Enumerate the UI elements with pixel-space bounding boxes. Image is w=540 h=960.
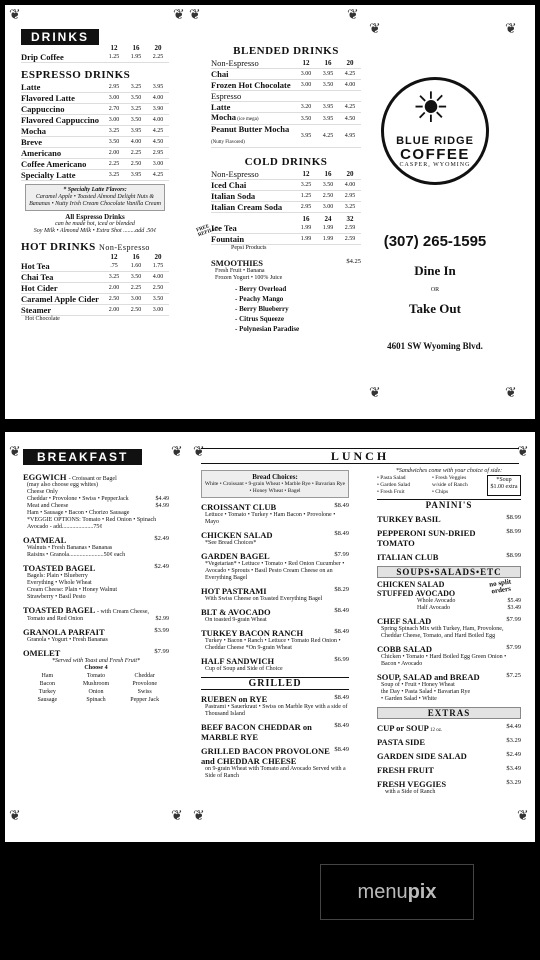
menu-item: PASTA SIDE $3.29 bbox=[377, 737, 521, 747]
menu-item: Flavored Cappuccino 3.00 3.50 4.00 bbox=[21, 115, 169, 126]
menu-item: GARDEN BAGEL $7.99 bbox=[201, 551, 349, 561]
menu-item: Flavored Latte 3.00 3.50 4.00 bbox=[21, 93, 169, 104]
menu-item: Specialty Latte 3.25 3.95 4.25 bbox=[21, 170, 169, 181]
menu-item: Hot Tea .75 1.60 1.75 bbox=[21, 261, 169, 272]
take-out: Take Out bbox=[409, 301, 461, 316]
menu-drinks-panel: ❦ ❦ ❦ ❦ ❦ ❦ ❦ ❦ DRINKS 12 16 20 Drip Coffee 1.25 1.95 2.25 ESPRESSO DRINKS Latte 2.95 3.25 3.95 Flavored Latte 3.00 3.50 4.00 Cappuccino 2.70 3.25 3.90 Flavored Cappuccino 3.00 3.50 4.00 Mocha 3.25 3.95 4.25 Breve 3.50 4.00 4.50 Americano 2.00 2.25 2.95 Coffee Americano 2.25 2.50 3.00 Specialty Latte 3.25 3.95 4.25 * Specialty Latte Flavors: Caramel Apple • Toasted Almond Delight Nuts & Bananas • Nutty Irish Cream Chocolate Vanilla Cream All Espresso Drinks can be made hot, iced or blended Soy Milk • Almond Milk • Extra Shot ........add .50¢ HOT DRINKS Non-Espresso 12 16 20 Hot Tea .75 1.60 1.75 Chai Tea 3.25 3.50 4.00 Hot Cider 2.00 2.25 2.50 Caramel Apple Cider 2.50 3.00 3.50 Steamer 2.00 2.50 3.00 Hot Chocolate BLENDED DRINKS Non-Espresso 12 16 20 Chai 3.00 3.95 4.25 Frozen Hot Chocolate 3.00 3.50 4.00 Espresso Latte 3.20 3.95 4.25 Mocha (ice mega) 3.50 3.95 4.50 Peanut Butter Mocha (Nutty Flavored) 3.95 4.25 4.95 COLD DRINKS Non-Espresso 12 16 20 Iced Chai 3.25 3.50 4.00 Italian Soda 1.25 2.50 2.95 Italian Cream Soda 2.95 3.00 3.25 16 24 32 FREE REFILLS Ice Tea 1.99 1.99 2.59 Fountain 1.99 1.99 2.59 Pepsi Products SMOOTHIES $4.25 Fresh Fruit • Banana Frozen Yogurt • 100% Juice - Berry Overload - Peachy Mango - Berry Blueberry - Citrus Squeeze - Polynesian Paradise ☀ BLUE RIDGE COFFEE CASPER, WYOMING (307) 265-1595 Dine In OR Take Out 4601 SW Wyoming Blvd. bbox=[5, 5, 535, 419]
menu-item: BLT & AVOCADO $8.49 bbox=[201, 607, 349, 617]
list-item: Pepper Jack bbox=[130, 697, 160, 703]
menu-item: CHICKEN SALAD $8.49 bbox=[201, 530, 349, 540]
phone-number: (307) 265-1595 bbox=[383, 233, 487, 250]
menu-item: Ice Tea 1.99 1.99 2.59 bbox=[211, 223, 361, 234]
corner-ornament-icon: ❦ bbox=[189, 8, 201, 23]
list-item: Provolone bbox=[132, 681, 157, 687]
menu-item: Fountain 1.99 1.99 2.59 bbox=[211, 234, 361, 245]
menu-item: Chai Tea 3.25 3.50 4.00 bbox=[21, 272, 169, 283]
corner-ornament-icon: ❦ bbox=[9, 8, 21, 23]
menupix-watermark: menu pix bbox=[320, 864, 474, 920]
menu-item: Italian Soda 1.25 2.50 2.95 bbox=[211, 191, 361, 202]
menu-item: GARDEN SIDE SALAD $2.49 bbox=[377, 751, 521, 761]
menu-item: Drip Coffee 1.25 1.95 2.25 bbox=[21, 52, 169, 63]
list-item: Spinach bbox=[86, 697, 106, 703]
corner-ornament-icon: ❦ bbox=[505, 386, 517, 401]
sun-mountain-icon: ☀ bbox=[412, 86, 450, 132]
list-item: Bacon bbox=[39, 681, 55, 687]
address: 4601 SW Wyoming Blvd. bbox=[387, 341, 483, 351]
menu-item: CUP or SOUP 12 oz. $4.49 bbox=[377, 723, 521, 733]
menu-item: Caramel Apple Cider 2.50 3.00 3.50 bbox=[21, 294, 169, 305]
list-item: Tomato bbox=[86, 673, 106, 679]
menu-item: Frozen Hot Chocolate 3.00 3.50 4.00 bbox=[211, 80, 361, 91]
corner-ornament-icon: ❦ bbox=[505, 22, 517, 37]
list-item: Onion bbox=[88, 689, 104, 695]
drinks-title: DRINKS bbox=[21, 29, 99, 45]
specialty-flavors: * Specialty Latte Flavors: Caramel Apple • Toasted Almond Delight Nuts & Bananas • Nutty Irish Cream Chocolate Vanilla Cream bbox=[25, 184, 165, 211]
breakfast-column: BREAKFAST EGGWICH - Croissant or Bagel (may also choose egg whites) Cheese Only Cheddar • Provolone • Swiss • PepperJack $4.49 Meat and Cheese $4.99 Ham • Sausage • Bacon • Chorizo Sausage *VEGGIE OPTIONS: Tomato • Red Onion • Spinach Avocado - add.....................75¢ OATMEAL $2.49 Walnuts • Fresh Bananas • Bananas Raisins • Granola.......................50¢ each TOASTED BAGEL $2.49 Bagels: Plain • Blueberry Everything • Whole Wheat Cream Cheese: Plain • Honey Walnut Strawberry • Basil Pesto TOASTED BAGEL - with Cream Cheese, Tomato and Red Onion $2.99 GRANOLA PARFAIT $3.99 Granola • Yogurt • Fresh Bananas OMELET $7.99 *Served with Toast and Fresh Fruit* Choose 4 Ham Tomato Cheddar Bacon Mushroom Provolone Turkey Onion Swiss Sausage Spinach Pepper Jack bbox=[23, 450, 169, 703]
lunch-right-column: *Sandwiches come with your choice of side: • Pasta Salad • Fresh Veggies • Garden Salad w/side of Ranch • Fresh Fruit • Chips *Soup $1.00 extra PANINI'S TURKEY BASIL $8.99 PEPPERONI SUN-DRIED TOMATO $8.99 ITALIAN CLUB $8.99 SOUPS•SALADS•ETC CHICKEN SALAD STUFFED AVOCADO no split orders Whole Avocado $5.49 Half Avocado $3.49 CHEF SALAD $7.99 Spring Spinach Mix with Turkey, Ham, Provolone, Cheddar Cheese, Tomato, and Hard Boiled Egg COBB SALAD $7.99 Chicken • Tomato • Hard Boiled Egg Green Onion • Bacon • Avocado SOUP, SALAD and BREAD $7.25 Soup of • Fruit • Honey Wheat the Day • Pasta Salad • Bavarian Rye • Garden Salad • White EXTRAS CUP or SOUP 12 oz. $4.49 PASTA SIDE $3.29 GARDEN SIDE SALAD $2.49 FRESH FRUIT $3.49 FRESH VEGGIES $3.29 with a Side of Ranch bbox=[377, 468, 521, 795]
list-item: - Berry Blueberry bbox=[235, 305, 289, 313]
list-item: - Peachy Mango bbox=[235, 295, 284, 303]
menu-item: TURKEY BACON RANCH $8.49 bbox=[201, 628, 349, 638]
menu-item: ITALIAN CLUB $8.99 bbox=[377, 552, 521, 562]
menu-item: PEPPERONI SUN-DRIED TOMATO $8.99 bbox=[377, 528, 521, 548]
menu-item: Chai 3.00 3.95 4.25 bbox=[211, 69, 361, 80]
list-item: Cheddar bbox=[134, 673, 155, 679]
menu-item: BEEF BACON CHEDDAR on MARBLE RYE $8.49 bbox=[201, 722, 349, 742]
menu-item: Mocha 3.25 3.95 4.25 bbox=[21, 126, 169, 137]
list-item: Swiss bbox=[137, 689, 152, 695]
menu-item: FRESH VEGGIES $3.29 bbox=[377, 779, 521, 789]
menu-food-panel: ❦ ❦ ❦ ❦ ❦ ❦ ❦ ❦ BREAKFAST EGGWICH - Croissant or Bagel (may also choose egg whites) Cheese Only Cheddar • Provolone • Swiss • PepperJack $4.49 Meat and Cheese $4.99 Ham • Sausage • Bacon • Chorizo Sausage *VEGGIE OPTIONS: Tomato • Red Onion • Spinach Avocado - add.....................75¢ OATMEAL $2.49 Walnuts • Fresh Bananas • Bananas Raisins • Granola.......................50¢ each TOASTED BAGEL $2.49 Bagels: Plain • Blueberry Everything • Whole Wheat Cream Cheese: Plain • Honey Walnut Strawberry • Basil Pesto TOASTED BAGEL - with Cream Cheese, Tomato and Red Onion $2.99 GRANOLA PARFAIT $3.99 Granola • Yogurt • Fresh Bananas OMELET $7.99 *Served with Toast and Fresh Fruit* Choose 4 Ham Tomato Cheddar Bacon Mushroom Provolone Turkey Onion Swiss Sausage Spinach Pepper Jack LUNCH Bread Choices: White • Croissant • 9-grain Wheat • Marble Rye • Bavarian Rye • Honey Wheat • Bagel CROISSANT CLUB $8.49 Lettuce • Tomato • Turkey • Ham Bacon • Provolone • Mayo CHICKEN SALAD $8.49 *See Bread Choices* GARDEN BAGEL $7.99 *Vegetarian* • Lettuce • Tomato • Red Onion Cucumber • Avocado • Sprouts • Basil Pesto Cream Cheese on an Everything Bagel HOT PASTRAMI $8.29 With Swiss Cheese on Toasted Everything Bagel BLT & AVOCADO $8.49 On toasted 9-grain Wheat TURKEY BACON RANCH $8.49 Turkey • Bacon • Ranch • Lettuce • Tomato Red Onion • Cheddar Cheese *On 9-grain Wheat HALF SANDWICH $6.99 Cup of Soup and Side of Choice GRILLED RUEBEN on RYE $8.49 Pastrami • Sauerkraut • Swiss on Marble Rye with a side of Thousand Island BEEF BACON CHEDDAR on MARBLE RYE $8.49 GRILLED BACON PROVOLONE and CHEDDAR CHEESE $8.49 on 9-grain Wheat with Tomato and Avocado Served with a Side of Ranch *Sandwiches come with your choice of side: • Pasta Salad • Fresh Veggies • Garden Salad w/side of Ranch • Fresh Fruit • Chips *Soup $1.00 extra PANINI'S TURKEY BASIL $8.99 PEPPERONI SUN-DRIED TOMATO $8.99 ITALIAN CLUB $8.99 SOUPS•SALADS•ETC CHICKEN SALAD STUFFED AVOCADO no split orders Whole Avocado $5.49 Half Avocado $3.49 CHEF SALAD $7.99 Spring Spinach Mix with Turkey, Ham, Provolone, Cheddar Cheese, Tomato, and Hard Boiled Egg COBB SALAD $7.99 Chicken • Tomato • Hard Boiled Egg Green Onion • Bacon • Avocado SOUP, SALAD and BREAD $7.25 Soup of • Fruit • Honey Wheat the Day • Pasta Salad • Bavarian Rye • Garden Salad • White EXTRAS CUP or SOUP 12 oz. $4.49 PASTA SIDE $3.29 GARDEN SIDE SALAD $2.49 FRESH FRUIT $3.49 FRESH VEGGIES $3.29 with a Side of Ranch bbox=[5, 432, 535, 842]
dine-in: Dine In bbox=[414, 263, 456, 278]
grilled-title: GRILLED bbox=[201, 677, 349, 690]
list-item: - Citrus Squeeze bbox=[235, 315, 284, 323]
corner-ornament-icon: ❦ bbox=[369, 386, 381, 401]
corner-ornament-icon: ❦ bbox=[173, 8, 185, 23]
menu-item: GRILLED BACON PROVOLONE and CHEDDAR CHEESE $8.49 bbox=[201, 746, 349, 766]
list-item: Mushroom bbox=[82, 681, 110, 687]
menu-item: Steamer 2.00 2.50 3.00 bbox=[21, 305, 169, 316]
list-item: - Berry Overload bbox=[235, 285, 287, 293]
menu-item: Italian Cream Soda 2.95 3.00 3.25 bbox=[211, 202, 361, 213]
menu-item: Americano 2.00 2.25 2.95 bbox=[21, 148, 169, 159]
breakfast-title: BREAKFAST bbox=[23, 449, 142, 465]
list-item: - Polynesian Paradise bbox=[235, 325, 300, 333]
menu-item: Hot Cider 2.00 2.25 2.50 bbox=[21, 283, 169, 294]
section-title: HOT DRINKS Non-Espresso bbox=[21, 241, 150, 253]
menu-item: RUEBEN on RYE $8.49 bbox=[201, 694, 349, 704]
menu-item: Breve 3.50 4.00 4.50 bbox=[21, 137, 169, 148]
list-item: Turkey bbox=[38, 689, 56, 695]
size-header: 12 16 20 bbox=[110, 44, 162, 52]
menu-item: Latte 2.95 3.25 3.95 bbox=[21, 82, 169, 93]
corner-ornament-icon: ❦ bbox=[347, 8, 359, 23]
menu-item: TURKEY BASIL $8.99 bbox=[377, 514, 521, 524]
menu-item: Cappuccino 2.70 3.25 3.90 bbox=[21, 104, 169, 115]
menu-item: Peanut Butter Mocha (Nutty Flavored) 3.95 4.25 4.95 bbox=[211, 125, 361, 148]
menu-item: Iced Chai 3.25 3.50 4.00 bbox=[211, 180, 361, 191]
list-item: Sausage bbox=[37, 697, 58, 703]
drinks-column: DRINKS 12 16 20 Drip Coffee 1.25 1.95 2.25 ESPRESSO DRINKS Latte 2.95 3.25 3.95 Flavored Latte 3.00 3.50 4.00 Cappuccino 2.70 3.25 3.90 Flavored Cappuccino 3.00 3.50 4.00 Mocha 3.25 3.95 4.25 Breve 3.50 4.00 4.50 Americano 2.00 2.25 2.95 Coffee Americano 2.25 2.50 3.00 Specialty Latte 3.25 3.95 4.25 * Specialty Latte Flavors: Caramel Apple • Toasted Almond Delight Nuts & Bananas • Nutty Irish Cream Chocolate Vanilla Cream All Espresso Drinks can be made hot, iced or blended Soy Milk • Almond Milk • Extra Shot ........add .50¢ HOT DRINKS Non-Espresso 12 16 20 Hot Tea .75 1.60 1.75 Chai Tea 3.25 3.50 4.00 Hot Cider 2.00 2.25 2.50 Caramel Apple Cider 2.50 3.00 3.50 Steamer 2.00 2.50 3.00 Hot Chocolate bbox=[21, 29, 169, 419]
menu-item: Latte 3.20 3.95 4.25 bbox=[211, 102, 361, 113]
lunch-sandwich-column: Bread Choices: White • Croissant • 9-grain Wheat • Marble Rye • Bavarian Rye • Honey Wheat • Bagel CROISSANT CLUB $8.49 Lettuce • Tomato • Turkey • Ham Bacon • Provolone • Mayo CHICKEN SALAD $8.49 *See Bread Choices* GARDEN BAGEL $7.99 *Vegetarian* • Lettuce • Tomato • Red Onion Cucumber • Avocado • Sprouts • Basil Pesto Cream Cheese on an Everything Bagel HOT PASTRAMI $8.29 With Swiss Cheese on Toasted Everything Bagel BLT & AVOCADO $8.49 On toasted 9-grain Wheat TURKEY BACON RANCH $8.49 Turkey • Bacon • Ranch • Lettuce • Tomato Red Onion • Cheddar Cheese *On 9-grain Wheat HALF SANDWICH $6.99 Cup of Soup and Side of Choice GRILLED RUEBEN on RYE $8.49 Pastrami • Sauerkraut • Swiss on Marble Rye with a side of Thousand Island BEEF BACON CHEDDAR on MARBLE RYE $8.49 GRILLED BACON PROVOLONE and CHEDDAR CHEESE $8.49 on 9-grain Wheat with Tomato and Avocado Served with a Side of Ranch bbox=[201, 470, 349, 842]
corner-ornament-icon: ❦ bbox=[369, 22, 381, 37]
menu-item: Coffee Americano 2.25 2.50 3.00 bbox=[21, 159, 169, 170]
menu-item: HOT PASTRAMI $8.29 bbox=[201, 586, 349, 596]
menu-item: HALF SANDWICH $6.99 bbox=[201, 656, 349, 666]
section-title: ESPRESSO DRINKS bbox=[21, 69, 131, 81]
list-item: Ham bbox=[41, 673, 54, 679]
blended-column: BLENDED DRINKS Non-Espresso 12 16 20 Chai 3.00 3.95 4.25 Frozen Hot Chocolate 3.00 3.50 4.00 Espresso Latte 3.20 3.95 4.25 Mocha (ice mega) 3.50 3.95 4.50 Peanut Butter Mocha (Nutty Flavored) 3.95 4.25 4.95 COLD DRINKS Non-Espresso 12 16 20 Iced Chai 3.25 3.50 4.00 Italian Soda 1.25 2.50 2.95 Italian Cream Soda 2.95 3.00 3.25 16 24 32 FREE REFILLS Ice Tea 1.99 1.99 2.59 Fountain 1.99 1.99 2.59 Pepsi Products SMOOTHIES $4.25 Fresh Fruit • Banana Frozen Yogurt • 100% Juice - Berry Overload - Peachy Mango - Berry Blueberry - Citrus Squeeze - Polynesian Paradise bbox=[195, 45, 361, 333]
menu-item: FRESH FRUIT $3.49 bbox=[377, 765, 521, 775]
free-refills-badge: FREE REFILLS bbox=[195, 224, 220, 239]
blue-ridge-coffee-logo: ☀ BLUE RIDGE COFFEE CASPER, WYOMING bbox=[381, 77, 489, 185]
menu-item: Mocha (ice mega) 3.50 3.95 4.50 bbox=[211, 113, 361, 125]
lunch-title: LUNCH bbox=[201, 448, 519, 464]
menu-item: CROISSANT CLUB $8.49 bbox=[201, 502, 349, 512]
